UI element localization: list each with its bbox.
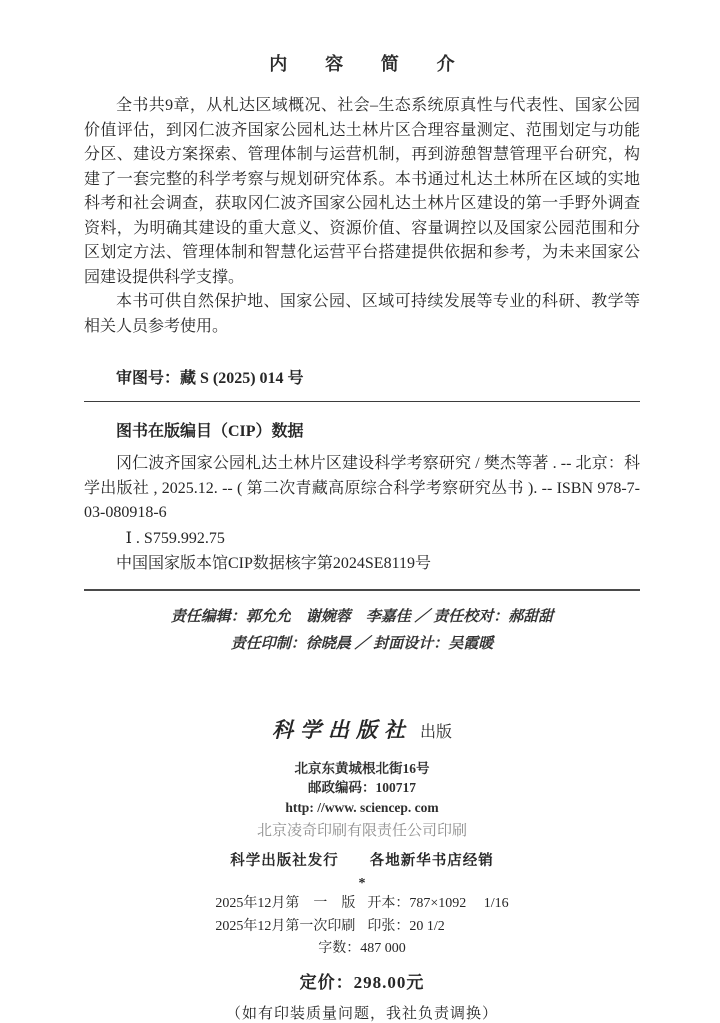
cip-header: 图书在版编目（CIP）数据 bbox=[116, 423, 304, 440]
separator-star: * bbox=[358, 876, 366, 891]
printer-name: 北京凌奇印刷有限责任公司印刷 bbox=[256, 823, 467, 839]
edition-line bbox=[215, 893, 508, 916]
publisher-line bbox=[84, 714, 640, 744]
printing-details bbox=[215, 893, 508, 961]
postal-code: 邮政编码：100717 bbox=[308, 780, 416, 795]
edition-date: 2025年12月第 一 版 bbox=[215, 896, 356, 911]
distribution-line: 科学出版社发行 各地新华书店经销 bbox=[230, 853, 494, 869]
colophon bbox=[84, 714, 640, 1023]
divider-top bbox=[84, 401, 640, 402]
publish-label: 出版 bbox=[419, 723, 452, 741]
sheet-count: 印张：20 1/2 bbox=[367, 918, 445, 934]
quality-note: （如有印装质量问题，我社负责调换） bbox=[225, 1005, 498, 1022]
staff-credits-line-1: 责任编辑：郭允允 谢婉蓉 李嘉佳 ／ 责任校对：郝甜甜 bbox=[170, 608, 554, 625]
staff-credits bbox=[84, 604, 640, 658]
page-title: 内 容 简 介 bbox=[269, 54, 465, 74]
divider-bottom bbox=[84, 589, 640, 591]
cip-registry-number: 中国国家版本馆CIP数据核字第2024SE8119号 bbox=[116, 554, 431, 572]
word-count: 字数：487 000 bbox=[318, 941, 406, 956]
publisher-website: http: //www. sciencep. com bbox=[285, 799, 439, 815]
staff-credits-line-2: 责任印制：徐晓晨 ／ 封面设计：吴霞暖 bbox=[230, 635, 494, 652]
printing-date: 2025年12月第一次印刷 bbox=[215, 918, 356, 934]
format-spec: 开本：787×1092 1/16 bbox=[367, 896, 509, 911]
intro-paragraph-1: 全书共9章，从札达区域概况、社会–生态系统原真性与代表性、国家公园价值评估，到冈仁波齐国家公园札达土林片区合理容量测定、范围划定与功能分区、建设方案探索、管理体制与运营机制，再到游憩智慧管理平台研究，构建了一套完整的科学考察与规划研究体系。本书通过札达土林所在区域的实地科考和社会调查，获取冈仁波齐国家公园札达土林片区建设的第一手野外调查资料，为明确其建设的重大意义、资源价值、容量调控以及国家公园范围和分区划定方法、管理体制和智慧化运营平台搭建提供依据和参考，为未来国家公园建设提供科学支撑。 bbox=[84, 97, 640, 286]
price: 定价：298.00元 bbox=[299, 972, 425, 992]
intro-paragraph-2: 本书可供自然保护地、国家公园、区域可持续发展等专业的科研、教学等相关人员参考使用。 bbox=[84, 293, 640, 335]
publisher-address: 北京东黄城根北街16号 bbox=[294, 760, 430, 776]
publisher-logo: 科学出版社 bbox=[271, 717, 412, 742]
cip-record: 冈仁波齐国家公园札达土林片区建设科学考察研究 / 樊杰等著 . -- 北京：科学出版社 , 2025.12. -- ( 第二次青藏高原综合科学考察研究丛书 ). -- ISBN 978-7-03-080918-6 bbox=[84, 455, 640, 521]
printing-line bbox=[215, 916, 508, 939]
content-summary bbox=[84, 94, 640, 339]
cip-classification: Ⅰ . S759.992.75 bbox=[125, 529, 225, 547]
map-approval-number: 审图号：藏 S (2025) 014 号 bbox=[116, 370, 304, 387]
